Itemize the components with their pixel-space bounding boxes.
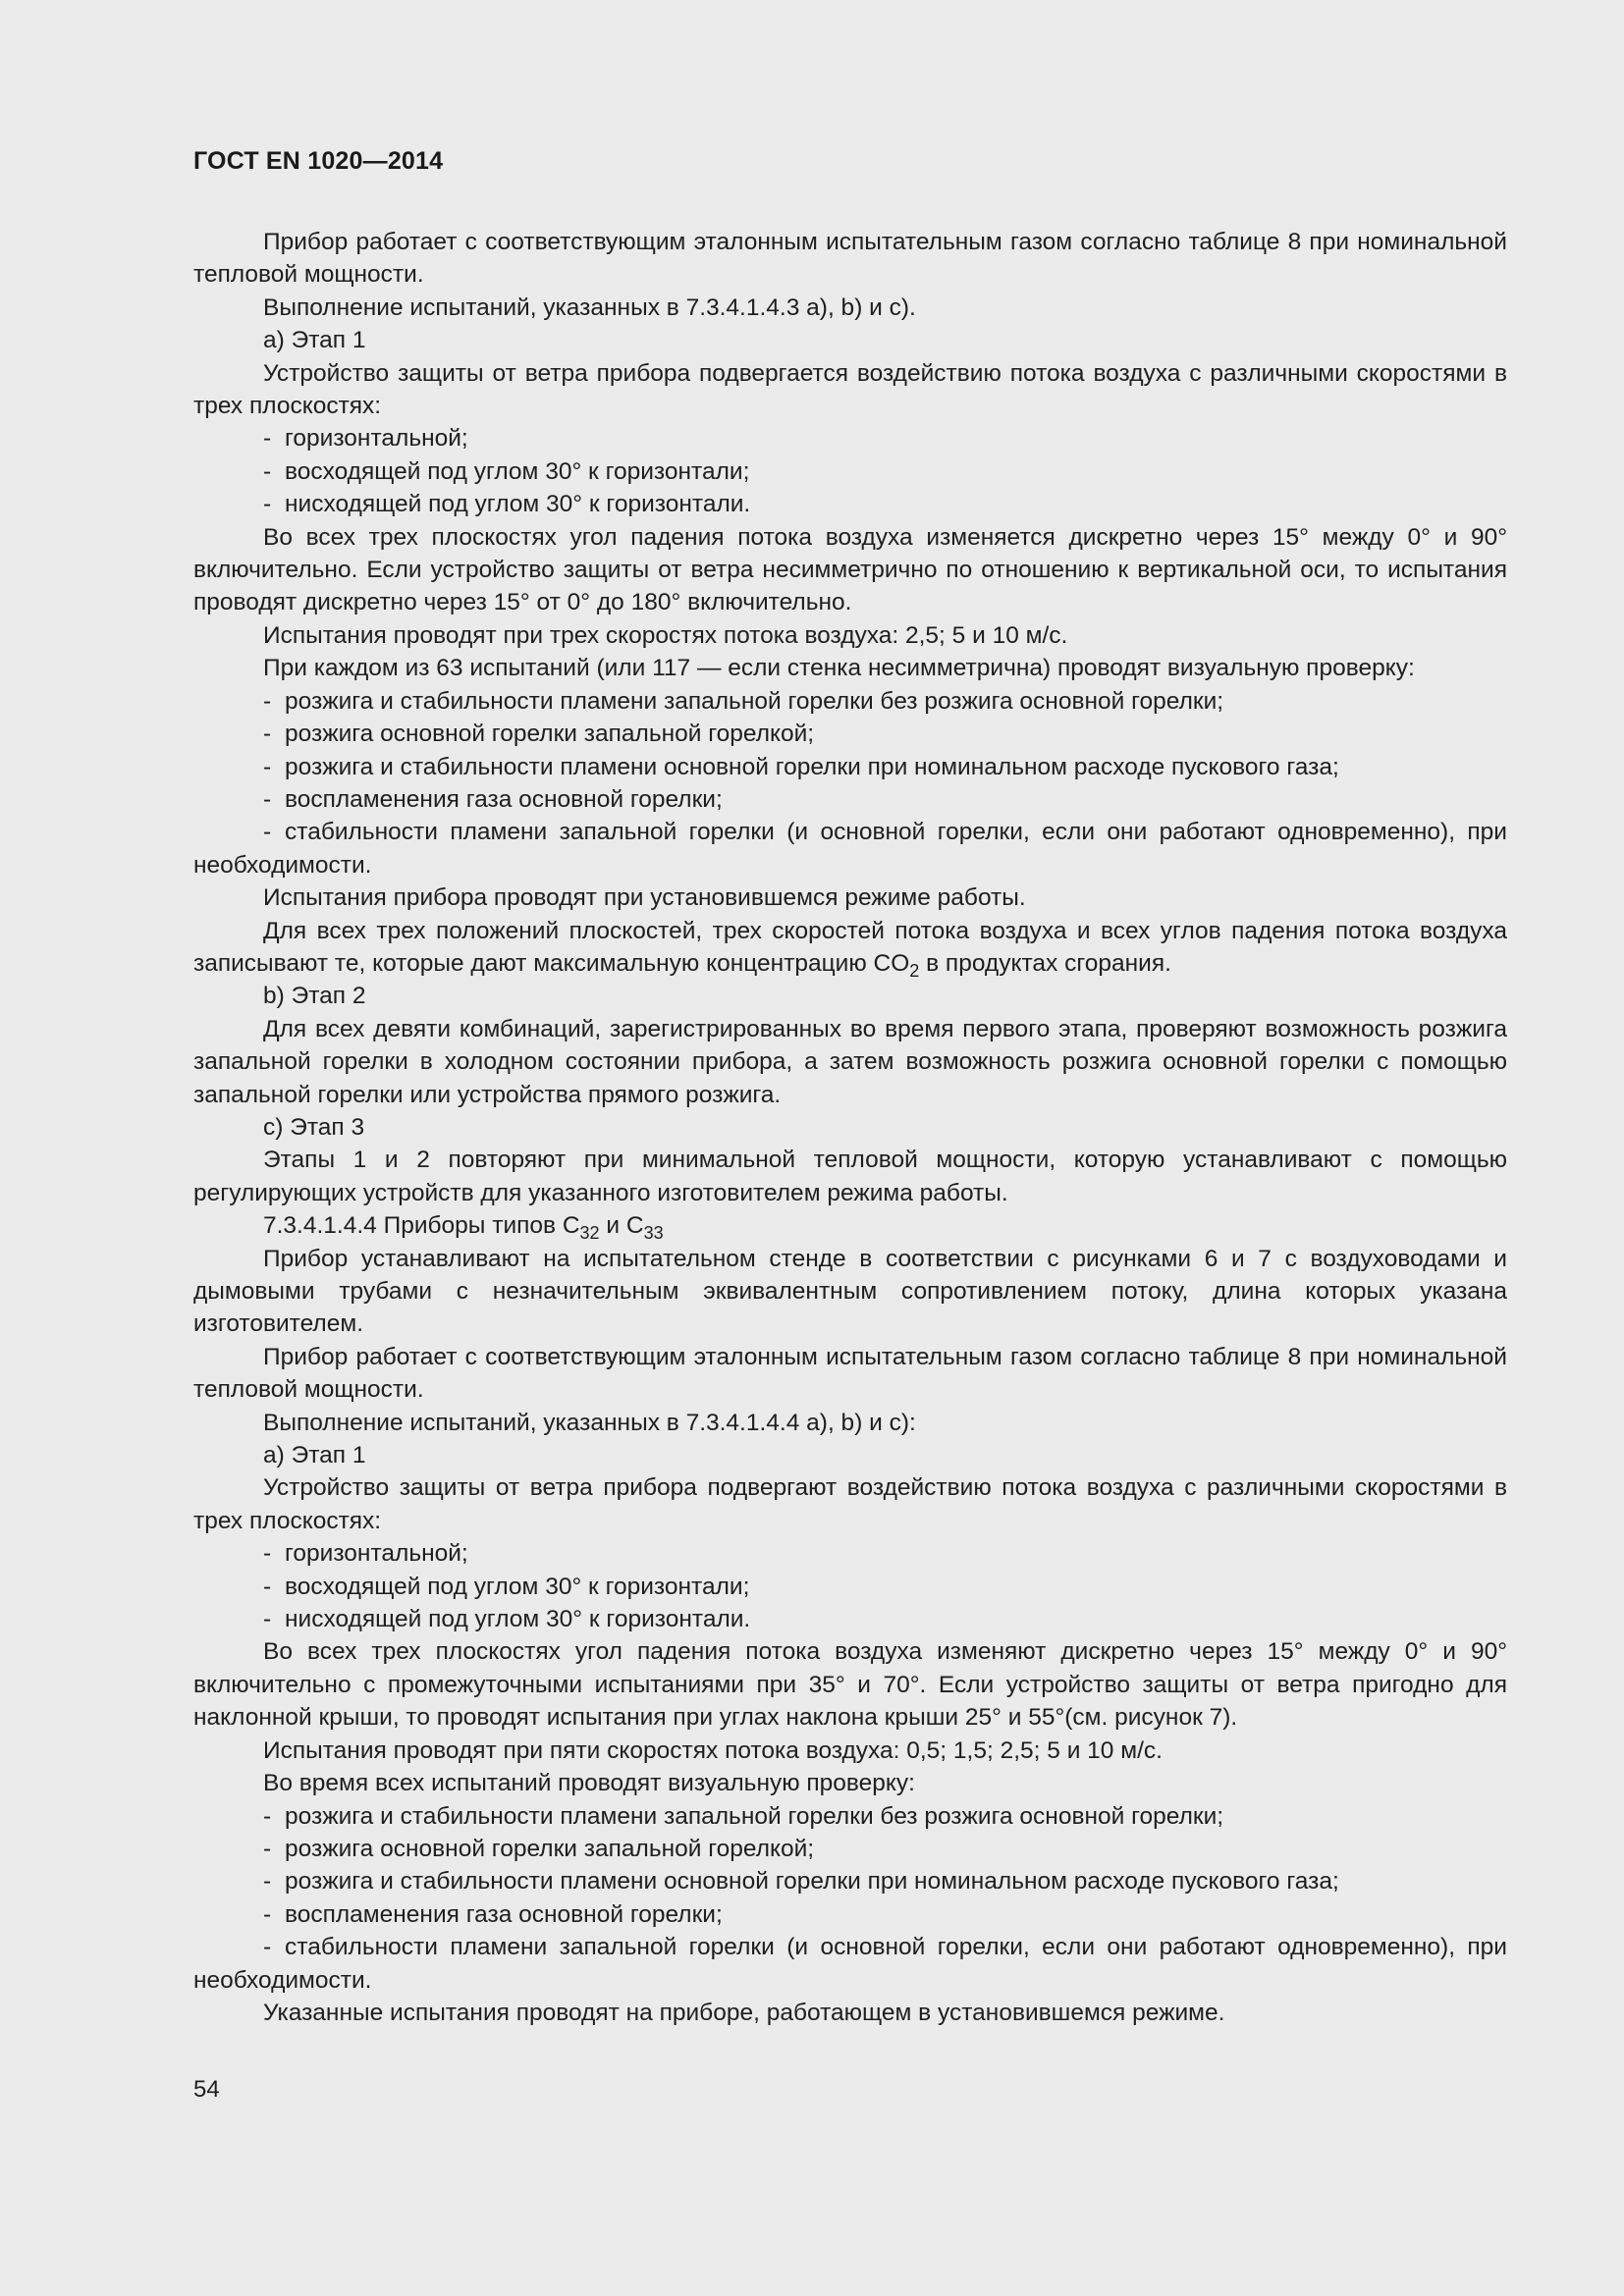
paragraph: Прибор устанавливают на испытательном стенде в соответствии с рисунками 6 и 7 с воздуховодами и дымовыми трубами с незначительным эквивалентным сопротивлением потоку, длина которых указана изготовителем.	[193, 1245, 1507, 1338]
list-item: - розжига и стабильности пламени основной горелки при номинальном расходе пускового газа;	[263, 753, 1339, 780]
paragraph: Во время всех испытаний проводят визуальную проверку:	[263, 1770, 915, 1797]
paragraph: Испытания прибора проводят при установившемся режиме работы.	[263, 884, 1026, 912]
paragraph: Для всех девяти комбинаций, зарегистрированных во время первого этапа, проверяют возможность розжига запальной горелки в холодном состоянии прибора, а затем возможность розжига основной горелки с помощью запальной горелки или устройства прямого розжига.	[193, 1015, 1507, 1108]
document-body	[193, 226, 1507, 2029]
document-header: ГОСТ EN 1020—2014	[193, 147, 444, 175]
section-heading: 7.3.4.1.4.4 Приборы типов $C_{32}$ и $C_{33}$	[263, 1212, 664, 1244]
paragraph: Для всех трех положений плоскостей, трех скоростей потока воздуха и всех углов падения потока воздуха записывают те, которые дают максимальную концентрацию $CO_2$ в продуктах сгорания.	[193, 917, 1507, 981]
paragraph: Испытания проводят при пяти скоростях потока воздуха: 0,5; 1,5; 2,5; 5 и 10 м/с.	[263, 1736, 1163, 1764]
paragraph: Устройство защиты от ветра прибора подвергается воздействию потока воздуха с различными скоростями в трех плоскостях:	[193, 359, 1507, 420]
paragraph: Во всех трех плоскостях угол падения потока воздуха изменяется дискретно через 15° между 0° и 90° включительно. Если устройство защиты от ветра несимметрично по отношению к вертикальной оси, то испытания проводят дискретно через 15° от 0° до 180° включительно.	[193, 523, 1507, 616]
paragraph: Испытания проводят при трех скоростях потока воздуха: 2,5; 5 и 10 м/с.	[263, 621, 1068, 649]
paragraph: Устройство защиты от ветра прибора подвергают воздействию потока воздуха с различными скоростями в трех плоскостях:	[193, 1474, 1507, 1534]
list-item: - розжига основной горелки запальной горелкой;	[263, 721, 815, 748]
list-item: - розжига и стабильности пламени основной горелки при номинальном расходе пускового газа;	[263, 1868, 1339, 1896]
list-item: - стабильности пламени запальной горелки (и основной горелки, если они работают одновременно), при необходимости.	[193, 1934, 1507, 1994]
paragraph: Прибор работает с соответствующим эталонным испытательным газом согласно таблице 8 при номинальной тепловой мощности.	[193, 1343, 1507, 1404]
list-item: - розжига основной горелки запальной горелкой;	[263, 1835, 815, 1862]
paragraph: b) Этап 2	[263, 983, 366, 1010]
paragraph: a) Этап 1	[263, 327, 366, 354]
list-item: - розжига и стабильности пламени запальной горелки без розжига основной горелки;	[263, 1802, 1224, 1830]
paragraph: a) Этап 1	[263, 1442, 366, 1469]
list-item: - нисходящей под углом 30° к горизонтали.	[263, 1606, 751, 1633]
list-item: - горизонтальной;	[263, 425, 468, 453]
paragraph: Этапы 1 и 2 повторяют при минимальной тепловой мощности, которую устанавливают с помощью регулирующих устройств для указанного изготовителем режима работы.	[193, 1147, 1507, 1206]
list-item: - стабильности пламени запальной горелки (и основной горелки, если они работают одновременно), при необходимости.	[193, 819, 1507, 879]
page-number: 54	[193, 2076, 220, 2103]
paragraph: Прибор работает с соответствующим эталонным испытательным газом согласно таблице 8 при номинальной тепловой мощности.	[193, 229, 1507, 289]
paragraph: Выполнение испытаний, указанных в 7.3.4.1.4.3 a), b) и c).	[263, 294, 916, 321]
list-item: - воспламенения газа основной горелки;	[263, 1900, 723, 1928]
paragraph: При каждом из 63 испытаний (или 117 — если стенка несимметрична) проводят визуальную проверку:	[263, 655, 1415, 682]
list-item: - горизонтальной;	[263, 1540, 468, 1568]
list-item: - воспламенения газа основной горелки;	[263, 785, 723, 813]
list-item: - восходящей под углом 30° к горизонтали;	[263, 1573, 750, 1600]
list-item: - розжига и стабильности пламени запальной горелки без розжига основной горелки;	[263, 687, 1224, 715]
paragraph: Во всех трех плоскостях угол падения потока воздуха изменяют дискретно через 15° между 0° и 90° включительно с промежуточными испытаниями при 35° и 70°. Если устройство защиты от ветра пригодно для наклонной крыши, то проводят испытания при углах наклона крыши 25° и 55°(см. рисунок 7).	[193, 1638, 1507, 1732]
paragraph: Указанные испытания проводят на приборе, работающем в установившемся режиме.	[263, 1999, 1225, 2026]
list-item: - нисходящей под углом 30° к горизонтали.	[263, 491, 751, 518]
paragraph: c) Этап 3	[263, 1113, 365, 1141]
list-item: - восходящей под углом 30° к горизонтали;	[263, 457, 750, 485]
paragraph: Выполнение испытаний, указанных в 7.3.4.1.4.4 a), b) и c):	[263, 1409, 916, 1436]
